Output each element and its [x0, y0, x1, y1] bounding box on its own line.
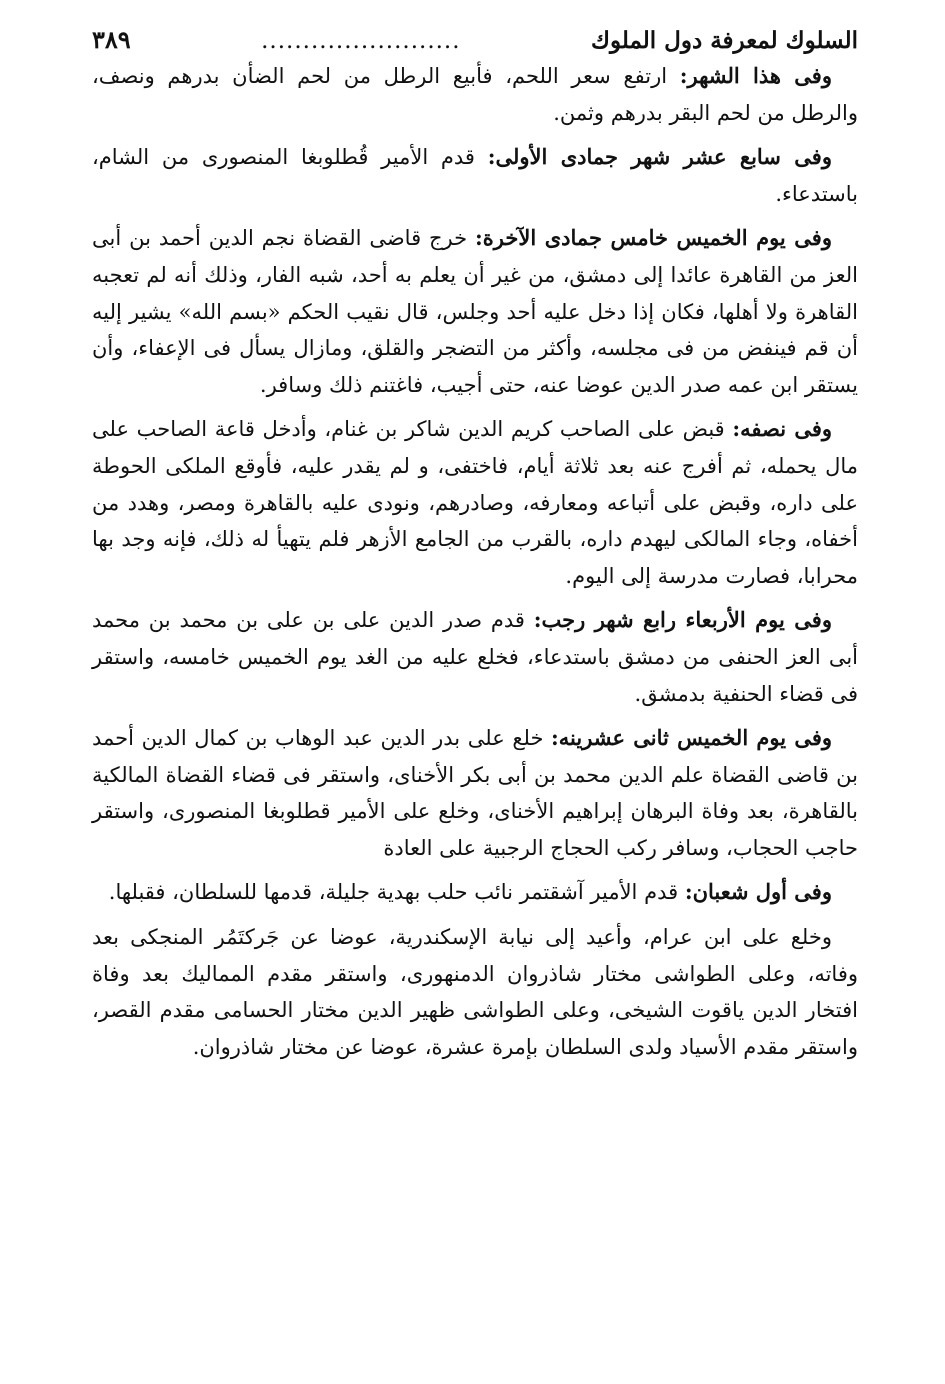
- paragraph-thursday-22nd: [92, 720, 858, 866]
- paragraph-lead: وفى سابع عشر شهر جمادى الأولى:: [487, 144, 832, 170]
- paragraph-lead: وفى يوم الخميس خامس جمادى الآخرة:: [475, 225, 832, 251]
- paragraph-shaban: [92, 874, 858, 911]
- paragraph-text: ارتفع سعر اللحم، فأبيع الرطل من لحم الضأن بدرهم ونصف، والرطل من لحم البقر بدرهم وثمن.: [92, 64, 858, 125]
- paragraph-text: قبض على الصاحب كريم الدين شاكر بن غنام، وأدخل قاعة الصاحب على مال يحمله، ثم أفرج عنه بعد ثلاثة أيام، فاختفى، و لم يقدر عليه، فأوقع الملكى الحوطة على داره، وقبض على أتباعه ومعارفه، وصادرهم، ونودى عليه بالقاهرة ومصر، وهدد من أخفاه، وجاء المالكى ليهدم داره، بالقرب من الجامع الأزهر فلم يتهيأ له ذلك، فإنه وجد بها محرابا، فصارت مدرسة إلى اليوم.: [92, 417, 858, 588]
- paragraph-jumada-ula: [92, 139, 858, 212]
- paragraph-lead: وفى أول شعبان:: [684, 879, 832, 905]
- paragraph-jumada-akhira: [92, 220, 858, 403]
- paragraph-text: وخلع على ابن عرام، وأعيد إلى نيابة الإسكندرية، عوضا عن جَركتَمُر المنجكى بعد وفاته، وعلى الطواشى مختار شاذروان الدمنهورى، واستقر مقدم المماليك بعد وفاة افتخار الدين ياقوت الشيخى، وعلى الطواشى ظهير الدين مختار الحسامى مقدم القصر، واستقر مقدم الأسياد ولدى السلطان بإمرة عشرة، عوضا عن مختار شاذروان.: [92, 925, 858, 1059]
- paragraph-text: قدم صدر الدين على بن على بن محمد بن محمد أبى العز الحنفى من دمشق باستدعاء، فخلع عليه من الغد يوم الخميس خامسه، واستقر فى قضاء الحنفية بدمشق.: [92, 608, 858, 706]
- book-title: السلوك لمعرفة دول الملوك: [590, 27, 858, 54]
- paragraph-lead: وفى نصفه:: [732, 416, 832, 442]
- page-number: ٣٨٩: [92, 25, 131, 54]
- paragraph-appointments: [92, 919, 858, 1065]
- paragraph-text: خلع على بدر الدين عبد الوهاب بن كمال الدين أحمد بن قاضى القضاة علم الدين محمد بن أبى بكر الأخناى، واستقر فى قضاء القضاة المالكية بالقاهرة، بعد وفاة البرهان إبراهيم الأخناى، وخلع على الأمير قطلوبغا المنصورى، واستقر حاجب الحجاب، وسافر ركب الحجاج الرجبية على العادة: [92, 726, 858, 860]
- running-header: [92, 22, 858, 58]
- book-page: [92, 22, 858, 1073]
- paragraph-text: خرج قاضى القضاة نجم الدين أحمد بن أبى العز من القاهرة عائدا إلى دمشق، من غير أن يعلم به أحد، شبه الفار، وذلك أنه لم تعجبه القاهرة ولا أهلها، فكان إذا دخل عليه أحد وجلس، قال نقيب الحكم «بسم الله» يشير إليه أن قم فينفض من فى مجلسه، وأكثر من التضجر والقلق، ومازال يسأل فى الإعفاء، وأن يستقر ابن عمه صدر الدين عوضا عنه، حتى أجيب، فاغتنم ذلك وسافر.: [92, 226, 858, 397]
- leader-dots: ........................: [261, 28, 461, 54]
- paragraph-text: قدم الأمير قُطلوبغا المنصورى من الشام، باستدعاء.: [92, 145, 858, 206]
- paragraph-rajab: [92, 602, 858, 712]
- paragraph-mid-month: [92, 411, 858, 594]
- paragraph-lead: وفى يوم الخميس ثانى عشرينه:: [551, 725, 832, 751]
- paragraph-lead: وفى هذا الشهر:: [679, 63, 832, 88]
- paragraph-lead: وفى يوم الأربعاء رابع شهر رجب:: [533, 607, 832, 633]
- paragraph-meat-prices: [92, 58, 858, 131]
- paragraph-text: قدم الأمير آشقتمر نائب حلب بهدية جليلة، قدمها للسلطان، فقبلها.: [108, 880, 685, 905]
